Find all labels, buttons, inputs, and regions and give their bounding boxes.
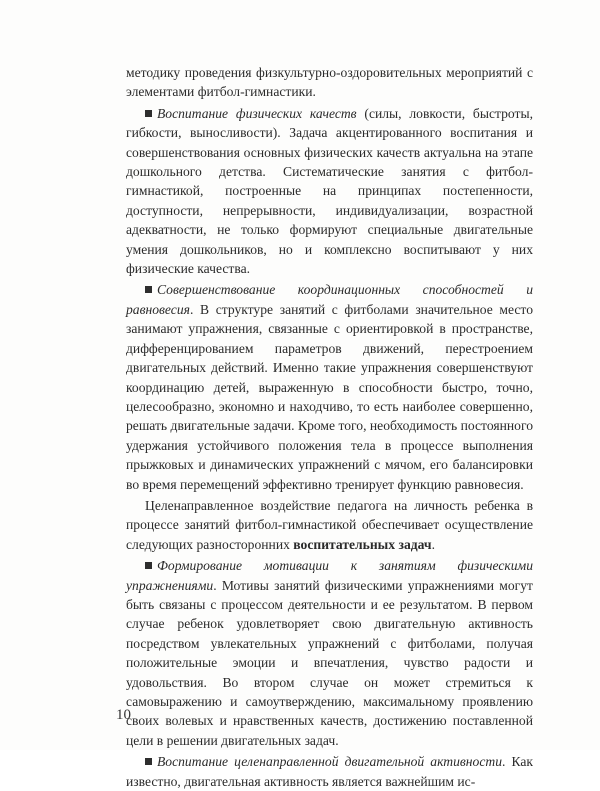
paragraph-heading-italic: Воспитание физических качеств (157, 105, 357, 121)
paragraph-text: Целенаправленное воздействие педагога на личность ребенка в процессе занятий фитбол-гимнастикой обеспечивает осуществление следующих разносторонних (126, 497, 533, 552)
paragraph-text: методику проведения физкультурно-оздоровительных мероприятий с элементами фитбол-гимнастики. (126, 65, 533, 100)
square-bullet-icon (145, 562, 152, 569)
bullet-paragraph-physical-qualities (126, 104, 533, 279)
bullet-paragraph-coordination (126, 280, 533, 493)
paragraph-text: . Как известно, двигательная активность является важнейшим ис- (126, 754, 534, 789)
paragraph-heading-italic: Воспитание целенаправленной двигательной активности (157, 754, 502, 770)
bullet-paragraph-motivation (126, 556, 533, 750)
paragraph-educational-tasks (126, 496, 533, 554)
page-number: 10 (116, 707, 131, 723)
paragraph-text: . Мотивы занятий физическими упражнениями могут быть связаны с процессом деятельности и ее результатом. В первом случае ребенок удовлетворяет свою двигательную активность посредством увлекательных упражнений с фитболами, получая положительные эмоции и впечатления, чувство радости и удовольствия. Во втором случае он может стремиться к самовыражению и самоутверждению, максимальному проявлению своих волевых и нравственных качеств, достижению поставленной цели в решении двигательных задач. (126, 577, 533, 748)
paragraph-tail: . (431, 536, 435, 552)
square-bullet-icon (145, 758, 152, 765)
paragraph-heading-italic: Совершенствование координационных способностей и равновесия (126, 282, 533, 317)
square-bullet-icon (145, 286, 152, 293)
square-bullet-icon (145, 110, 152, 117)
paragraph-text: (силы, ловкости, быстроты, гибкости, выносливости). Задача акцентированного воспитания и совершенствования основных физических качеств актуальна на этапе дошкольного детства. Систематические занятия с фитбол-гимнастикой, построенные на принципах постепенности, доступности, непрерывности, индивидуализации, возрастной адекватности, не только формируют специальные двигательные умения дошкольников, но и комплексно воспитывают у них физические качества. (126, 105, 534, 277)
paragraph-continuation (126, 63, 533, 102)
paragraph-heading-italic: Формирование мотивации к занятиям физическими упражнениями (126, 558, 533, 593)
paragraph-text: . В структуре занятий с фитболами значительное место занимают упражнения, связанные с ориентировкой в пространстве, дифференцированием параметров движений, перестроением двигательных действий. Именно такие упражнения совершенствуют координацию детей, выраженную в способности быстро, точно, целесообразно, экономно и находчиво, то есть наиболее совершенно, решать двигательные задачи. Кроме того, необходимость постоянного удержания устойчивого положения тела в процессе выполнения прыжковых и динамических упражнений с мячом, его балансировки во время перемещений эффективно тренирует функцию равновесия. (126, 301, 533, 492)
paragraph-bold-term: воспитательных задач (293, 536, 432, 552)
body-text (126, 63, 533, 791)
bullet-paragraph-motor-activity (126, 752, 533, 791)
